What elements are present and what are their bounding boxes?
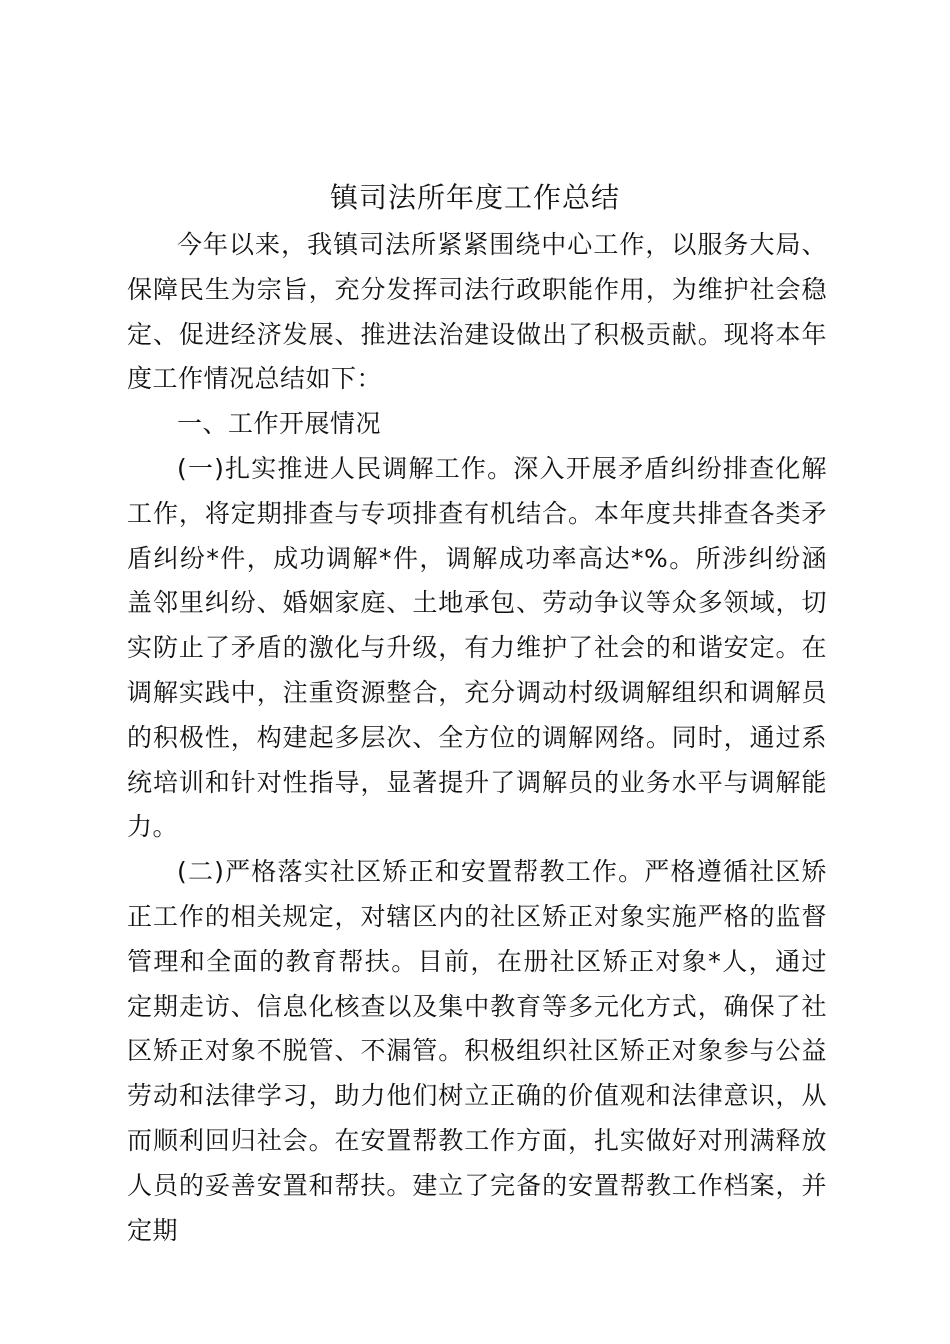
- document-title: 镇司法所年度工作总结: [329, 181, 620, 214]
- mediation-paragraph: (一)扎实推进人民调解工作。深入开展矛盾纠纷排查化解工作，将定期排查与专项排查有机结合。本年度共排查各类矛盾纠纷*件，成功调解*件，调解成功率高达*%。所涉纠纷涵盖邻里纠纷、婚姻家庭、土地承包、劳动争议等众多领域，切实防止了矛盾的激化与升级，有力维护了社会的和谐安定。在调解实践中，注重资源整合，充分调动村级调解组织和调解员的积极性，构建起多层次、全方位的调解网络。同时，通过系统培训和针对性指导，显著提升了调解员的业务水平与调解能力。: [127, 453, 827, 842]
- intro-paragraph: 今年以来，我镇司法所紧紧围绕中心工作，以服务大局、保障民生为宗旨，充分发挥司法行政职能作用，为维护社会稳定、促进经济发展、推进法治建设做出了积极贡献。现将本年度工作情况总结如下：: [127, 230, 827, 394]
- community-correction-paragraph: (二)严格落实社区矫正和安置帮教工作。严格遵循社区矫正工作的相关规定，对辖区内的社区矫正对象实施严格的监督管理和全面的教育帮扶。目前，在册社区矫正对象*人，通过定期走访、信息化核查以及集中教育等多元化方式，确保了社区矫正对象不脱管、不漏管。积极组织社区矫正对象参与公益劳动和法律学习，助力他们树立正确的价值观和法律意识，从而顺利回归社会。在安置帮教工作方面，扎实做好对刑满释放人员的妥善安置和帮扶。建立了完备的安置帮教工作档案，并定期: [127, 857, 827, 1245]
- document-body: [127, 223, 827, 1253]
- section-heading: 一、工作开展情况: [177, 409, 382, 439]
